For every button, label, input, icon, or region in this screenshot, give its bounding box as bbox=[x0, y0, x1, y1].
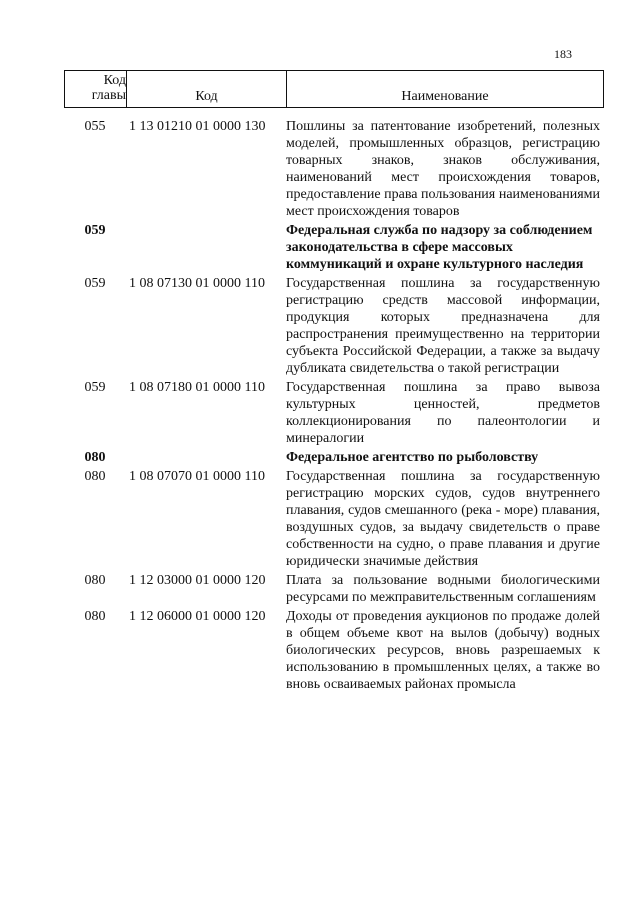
chapter-code-cell: 059 bbox=[84, 380, 106, 395]
description-cell: Государственная пошлина за право вывоза культурных ценностей, предметов коллекционирования по палеонтологии и минералогии bbox=[286, 380, 600, 446]
budget-code-cell: 1 08 07180 01 0000 110 bbox=[129, 380, 265, 395]
description-cell: Государственная пошлина за государственную регистрацию средств массовой информации, продукция которых предназначена для распространения преимущественно на территории субъекта Российской Федерации, а также за выдачу дубликата свидетельства о такой регистрации bbox=[286, 276, 600, 376]
budget-code-cell: 1 13 01210 01 0000 130 bbox=[129, 119, 266, 134]
description-cell: Доходы от проведения аукционов по продаже долей в общем объеме квот на вылов (добычу) водных биологических ресурсов, вновь разрешаемых к использованию в промышленных целях, а также во вновь осваиваемых районах промысла bbox=[286, 609, 600, 692]
agency-heading-cell: Федеральное агентство по рыболовству bbox=[286, 450, 539, 465]
table-row bbox=[64, 379, 604, 447]
table-body bbox=[64, 118, 604, 693]
chapter-code-cell: 055 bbox=[84, 119, 106, 134]
table-row bbox=[64, 222, 604, 273]
table-row bbox=[64, 449, 604, 466]
agency-heading-cell: Федеральная служба по надзору за соблюдением законодательства в сфере массовых коммуникаций и охране культурного наследия bbox=[286, 223, 593, 272]
header-chapter-code bbox=[65, 71, 127, 107]
page-number: 183 bbox=[554, 47, 572, 61]
description-cell: Пошлины за патентование изобретений, полезных моделей, промышленных образцов, регистрацию товарных знаков, знаков обслуживания, наименований мест происхождения товаров, предоставление права пользования наименованиями мест происхождения товаров bbox=[286, 119, 600, 219]
table-row bbox=[64, 275, 604, 377]
chapter-code-cell: 080 bbox=[84, 450, 106, 465]
table-row bbox=[64, 118, 604, 220]
budget-code-cell bbox=[126, 449, 286, 466]
table-header bbox=[64, 70, 604, 108]
header-chapter-code-line2: главы bbox=[91, 88, 126, 103]
description-cell: Плата за пользование водными биологическими ресурсами по межправительственным соглашениям bbox=[286, 573, 600, 605]
budget-code-cell: 1 12 06000 01 0000 120 bbox=[129, 609, 266, 624]
table-row bbox=[64, 468, 604, 570]
chapter-code-cell: 080 bbox=[84, 609, 106, 624]
header-code: Код bbox=[127, 71, 287, 107]
chapter-code-cell: 080 bbox=[84, 469, 106, 484]
budget-code-cell bbox=[126, 222, 286, 273]
budget-code-cell: 1 12 03000 01 0000 120 bbox=[129, 573, 266, 588]
description-cell: Государственная пошлина за государственную регистрацию морских судов, судов внутреннего плавания, судов смешанного (река - море) плавания, воздушных судов, за выдачу свидетельств о праве собственности на судно, о праве плавания и другие юридически значимые действия bbox=[286, 469, 600, 569]
chapter-code-cell: 059 bbox=[84, 223, 106, 238]
chapter-code-cell: 080 bbox=[84, 573, 106, 588]
table-row bbox=[64, 572, 604, 606]
budget-code-cell: 1 08 07130 01 0000 110 bbox=[129, 276, 265, 291]
header-name: Наименование bbox=[401, 89, 489, 104]
table-row bbox=[64, 608, 604, 693]
chapter-code-cell: 059 bbox=[84, 276, 106, 291]
budget-code-cell: 1 08 07070 01 0000 110 bbox=[129, 469, 265, 484]
header-chapter-code-line1: Код bbox=[103, 73, 126, 88]
